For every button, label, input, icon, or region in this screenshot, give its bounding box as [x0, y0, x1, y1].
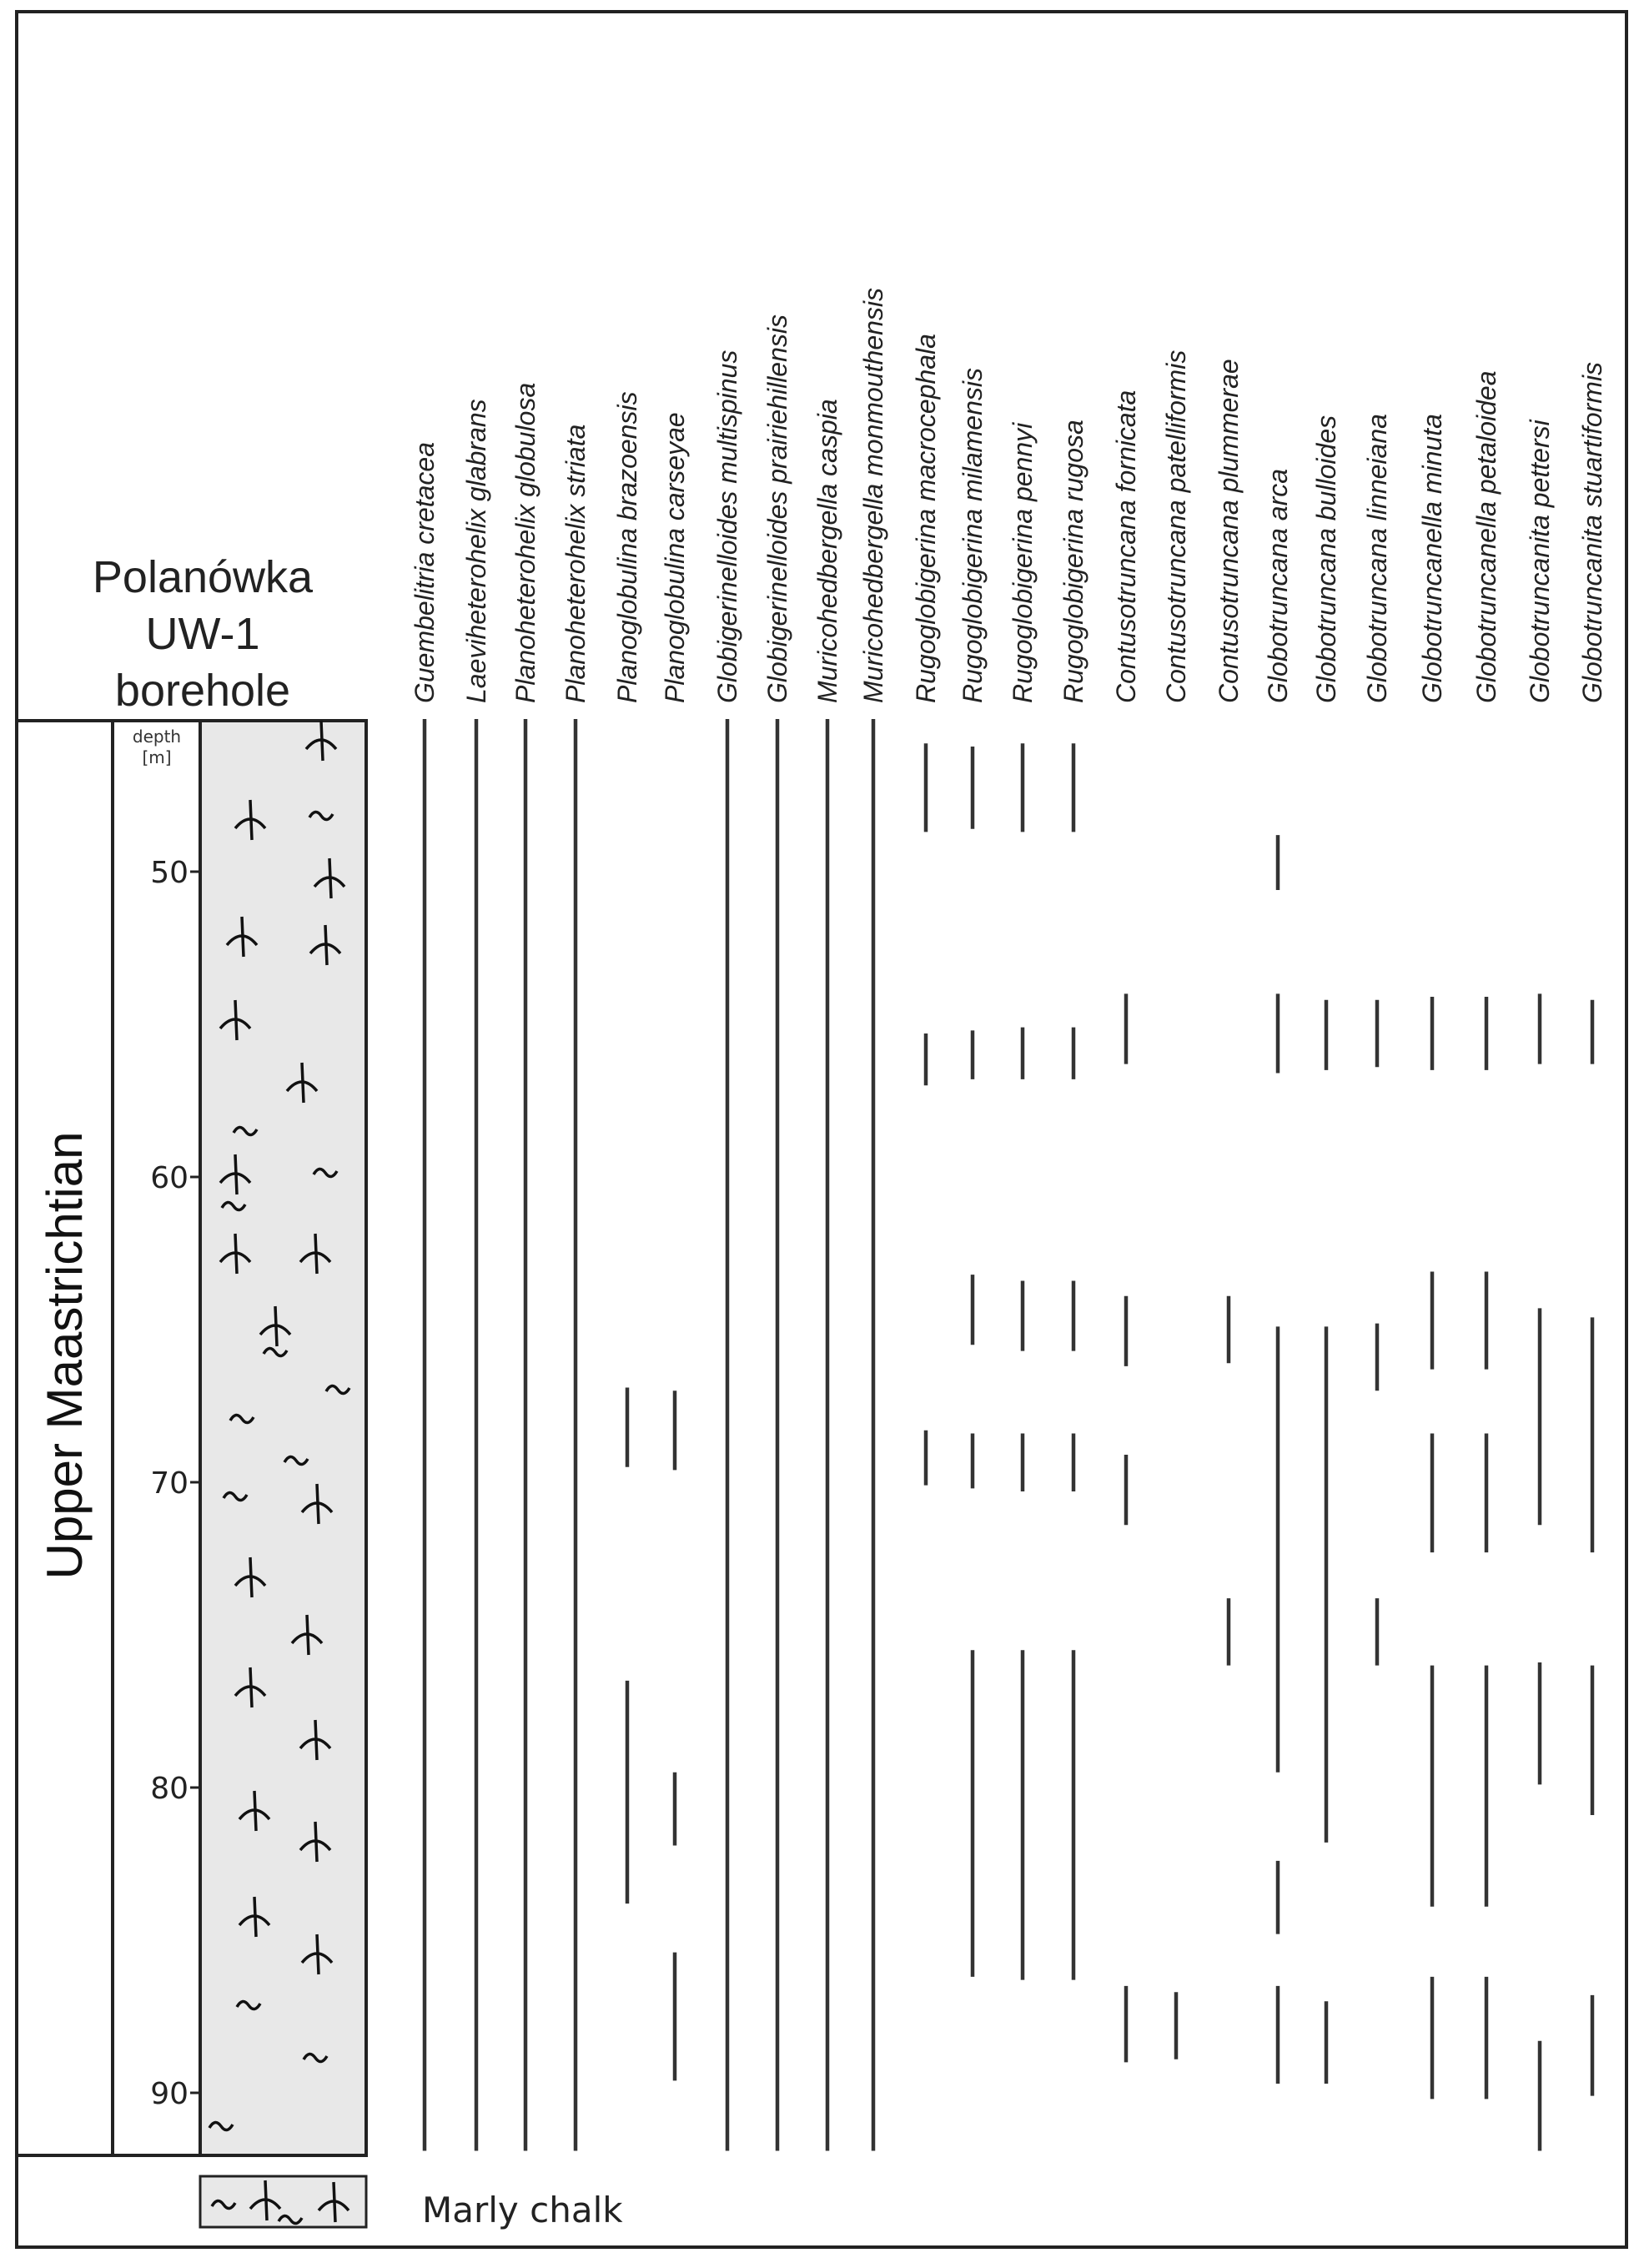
- species-label: Contusotruncana plummerae: [1214, 359, 1244, 703]
- species-column: [510, 383, 540, 2151]
- species-label: Planoheterohelix striata: [561, 424, 591, 703]
- species-column: [1525, 419, 1555, 2150]
- species-column: [858, 288, 888, 2151]
- species-column: [561, 425, 591, 2151]
- species-label: Planoheterohelix globulosa: [510, 382, 540, 703]
- legend-label: Marly chalk: [422, 2190, 623, 2230]
- depth-tick-label: 70: [150, 1466, 189, 1501]
- species-column: [812, 399, 842, 2150]
- species-column: [1311, 415, 1341, 2084]
- species-column: [1471, 370, 1501, 2099]
- lithology-column: [200, 721, 366, 2155]
- species-label: Globotruncanella petaloidea: [1471, 370, 1501, 703]
- depth-label: depth: [132, 727, 182, 747]
- depth-tick-label: 90: [150, 2077, 189, 2111]
- species-column: [1417, 414, 1447, 2099]
- species-column: [1058, 420, 1088, 1979]
- species-column: [1263, 469, 1293, 2084]
- species-label: Globigerinelloides multispinus: [712, 350, 742, 703]
- species-column: [1008, 422, 1038, 1980]
- depth-unit: [m]: [142, 747, 172, 767]
- species-label: Globotruncana bulloides: [1311, 415, 1341, 703]
- species-column: [958, 368, 988, 1977]
- title-line-1: Polanówka: [92, 552, 314, 602]
- species-label: Globotruncana linneiana: [1362, 414, 1392, 703]
- depth-tick-label: 80: [150, 1772, 189, 1806]
- species-column: [660, 412, 690, 2080]
- species-label: Rugoglobigerina macrocephala: [911, 334, 941, 703]
- species-label: Globotruncanita stuartiformis: [1577, 361, 1607, 703]
- species-label: Rugoglobigerina milamensis: [958, 368, 988, 703]
- species-label: Contusotruncana fornicata: [1111, 390, 1141, 703]
- species-label: Planoglobulina carseyae: [660, 412, 690, 703]
- species-label: Contusotruncana patelliformis: [1161, 350, 1191, 703]
- species-label: Globigerinelloides prairiehillensis: [762, 314, 792, 703]
- species-label: Laeviheterohelix glabrans: [461, 399, 491, 703]
- species-label: Guembelitria cretacea: [410, 441, 440, 703]
- species-label: Globotruncana arca: [1263, 468, 1293, 703]
- species-label: Muricohedbergella caspia: [812, 399, 842, 703]
- species-column: [461, 399, 491, 2150]
- depth-tick-label: 60: [150, 1161, 189, 1195]
- species-label: Planoglobulina brazoensis: [612, 391, 642, 703]
- species-label: Muricohedbergella monmouthensis: [858, 287, 888, 703]
- species-column: [1111, 390, 1141, 2063]
- species-label: Globotruncanita pettersi: [1525, 420, 1555, 703]
- stage-label: Upper Maastrichtian: [37, 1131, 93, 1580]
- title-line-2: UW-1: [145, 609, 260, 659]
- species-column: [712, 350, 742, 2151]
- depth-axis: [150, 856, 200, 2111]
- species-column: [1577, 362, 1607, 2096]
- species-column: [911, 334, 941, 1486]
- species-label: Rugoglobigerina pennyi: [1008, 422, 1038, 703]
- species-column: [1214, 359, 1244, 1665]
- title-line-3: borehole: [114, 666, 291, 716]
- species-column: [762, 314, 792, 2151]
- depth-tick-label: 50: [150, 856, 189, 890]
- species-column: [1362, 414, 1392, 1666]
- species-column: [612, 391, 642, 1903]
- species-label: Rugoglobigerina rugosa: [1058, 420, 1088, 703]
- species-column: [1161, 350, 1191, 2059]
- species-columns: [410, 288, 1607, 2151]
- species-label: Globotruncanella minuta: [1417, 414, 1447, 703]
- species-column: [410, 442, 440, 2151]
- legend-swatch: [200, 2176, 366, 2227]
